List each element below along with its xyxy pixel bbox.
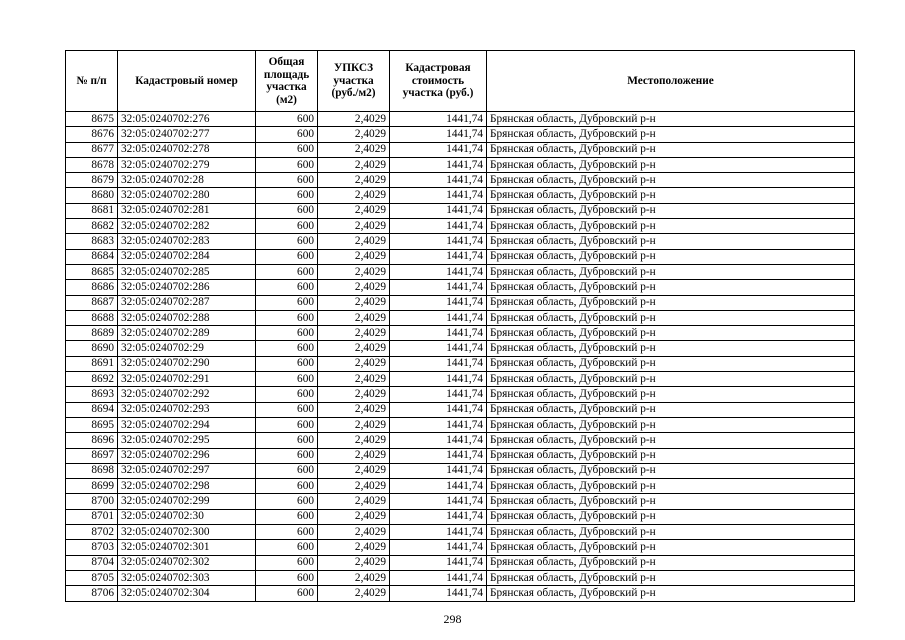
cadastral-cost-cell: 1441,74	[390, 112, 487, 127]
row-number-cell: 8702	[66, 525, 118, 540]
row-number-cell: 8699	[66, 479, 118, 494]
cadastral-number-cell: 32:05:0240702:286	[118, 280, 256, 295]
table-row	[66, 525, 855, 540]
cadastral-cost-cell: 1441,74	[390, 494, 487, 509]
location-cell: Брянская область, Дубровский р-н	[487, 341, 855, 356]
location-cell: Брянская область, Дубровский р-н	[487, 463, 855, 478]
table-row	[66, 494, 855, 509]
upksz-cell: 2,4029	[318, 525, 390, 540]
cadastral-number-cell: 32:05:0240702:278	[118, 142, 256, 157]
area-cell: 600	[256, 555, 318, 570]
row-number-cell: 8691	[66, 356, 118, 371]
area-cell: 600	[256, 540, 318, 555]
row-number-cell: 8688	[66, 310, 118, 325]
cadastral-cost-cell: 1441,74	[390, 433, 487, 448]
upksz-cell: 2,4029	[318, 417, 390, 432]
cadastral-number-cell: 32:05:0240702:281	[118, 203, 256, 218]
cadastral-cost-cell: 1441,74	[390, 402, 487, 417]
area-cell: 600	[256, 310, 318, 325]
area-cell: 600	[256, 219, 318, 234]
cadastral-cost-cell: 1441,74	[390, 479, 487, 494]
cadastral-cost-cell: 1441,74	[390, 142, 487, 157]
table-row	[66, 509, 855, 524]
cadastral-cost-cell: 1441,74	[390, 525, 487, 540]
upksz-cell: 2,4029	[318, 463, 390, 478]
upksz-cell: 2,4029	[318, 203, 390, 218]
location-cell: Брянская область, Дубровский р-н	[487, 219, 855, 234]
upksz-cell: 2,4029	[318, 372, 390, 387]
location-cell: Брянская область, Дубровский р-н	[487, 173, 855, 188]
cadastral-cost-cell: 1441,74	[390, 264, 487, 279]
row-number-cell: 8694	[66, 402, 118, 417]
cadastral-number-cell: 32:05:0240702:288	[118, 310, 256, 325]
area-cell: 600	[256, 127, 318, 142]
upksz-cell: 2,4029	[318, 326, 390, 341]
area-cell: 600	[256, 264, 318, 279]
cadastral-number-cell: 32:05:0240702:280	[118, 188, 256, 203]
cadastral-number-cell: 32:05:0240702:294	[118, 417, 256, 432]
location-cell: Брянская область, Дубровский р-н	[487, 555, 855, 570]
row-number-cell: 8684	[66, 249, 118, 264]
table-row	[66, 479, 855, 494]
header-cadastral-cost: Кадастровая стоимость участка (руб.)	[390, 51, 487, 112]
row-number-cell: 8700	[66, 494, 118, 509]
cadastral-number-cell: 32:05:0240702:277	[118, 127, 256, 142]
upksz-cell: 2,4029	[318, 157, 390, 172]
table-row	[66, 433, 855, 448]
upksz-cell: 2,4029	[318, 310, 390, 325]
header-location: Местоположение	[487, 51, 855, 112]
table-row	[66, 326, 855, 341]
row-number-cell: 8705	[66, 570, 118, 585]
upksz-cell: 2,4029	[318, 479, 390, 494]
table-row	[66, 402, 855, 417]
location-cell: Брянская область, Дубровский р-н	[487, 540, 855, 555]
row-number-cell: 8690	[66, 341, 118, 356]
table-row	[66, 341, 855, 356]
table-row	[66, 188, 855, 203]
upksz-cell: 2,4029	[318, 402, 390, 417]
row-number-cell: 8683	[66, 234, 118, 249]
area-cell: 600	[256, 341, 318, 356]
cadastral-number-cell: 32:05:0240702:293	[118, 402, 256, 417]
cadastral-number-cell: 32:05:0240702:302	[118, 555, 256, 570]
cadastral-number-cell: 32:05:0240702:292	[118, 387, 256, 402]
row-number-cell: 8685	[66, 264, 118, 279]
cadastral-cost-cell: 1441,74	[390, 586, 487, 601]
upksz-cell: 2,4029	[318, 219, 390, 234]
table-row	[66, 264, 855, 279]
area-cell: 600	[256, 463, 318, 478]
cadastral-number-cell: 32:05:0240702:30	[118, 509, 256, 524]
row-number-cell: 8681	[66, 203, 118, 218]
location-cell: Брянская область, Дубровский р-н	[487, 203, 855, 218]
row-number-cell: 8701	[66, 509, 118, 524]
area-cell: 600	[256, 249, 318, 264]
cadastral-cost-cell: 1441,74	[390, 509, 487, 524]
cadastral-cost-cell: 1441,74	[390, 249, 487, 264]
table-row	[66, 234, 855, 249]
upksz-cell: 2,4029	[318, 433, 390, 448]
cadastral-cost-cell: 1441,74	[390, 372, 487, 387]
upksz-cell: 2,4029	[318, 494, 390, 509]
cadastral-cost-cell: 1441,74	[390, 203, 487, 218]
location-cell: Брянская область, Дубровский р-н	[487, 249, 855, 264]
row-number-cell: 8677	[66, 142, 118, 157]
table-row	[66, 249, 855, 264]
cadastral-number-cell: 32:05:0240702:300	[118, 525, 256, 540]
cadastral-number-cell: 32:05:0240702:29	[118, 341, 256, 356]
row-number-cell: 8679	[66, 173, 118, 188]
area-cell: 600	[256, 157, 318, 172]
cadastral-cost-cell: 1441,74	[390, 234, 487, 249]
cadastral-number-cell: 32:05:0240702:295	[118, 433, 256, 448]
table-row	[66, 555, 855, 570]
location-cell: Брянская область, Дубровский р-н	[487, 448, 855, 463]
area-cell: 600	[256, 402, 318, 417]
cadastral-number-cell: 32:05:0240702:291	[118, 372, 256, 387]
table-row	[66, 295, 855, 310]
row-number-cell: 8692	[66, 372, 118, 387]
cadastral-cost-cell: 1441,74	[390, 341, 487, 356]
row-number-cell: 8703	[66, 540, 118, 555]
location-cell: Брянская область, Дубровский р-н	[487, 586, 855, 601]
area-cell: 600	[256, 326, 318, 341]
table-row	[66, 586, 855, 601]
header-upksz: УПКСЗ участка (руб./м2)	[318, 51, 390, 112]
location-cell: Брянская область, Дубровский р-н	[487, 570, 855, 585]
area-cell: 600	[256, 586, 318, 601]
table-row	[66, 310, 855, 325]
upksz-cell: 2,4029	[318, 356, 390, 371]
upksz-cell: 2,4029	[318, 280, 390, 295]
area-cell: 600	[256, 479, 318, 494]
cadastral-number-cell: 32:05:0240702:304	[118, 586, 256, 601]
location-cell: Брянская область, Дубровский р-н	[487, 417, 855, 432]
table-row	[66, 112, 855, 127]
area-cell: 600	[256, 417, 318, 432]
table-row	[66, 173, 855, 188]
page-number: 298	[443, 612, 462, 626]
row-number-cell: 8680	[66, 188, 118, 203]
row-number-cell: 8695	[66, 417, 118, 432]
location-cell: Брянская область, Дубровский р-н	[487, 433, 855, 448]
table-row	[66, 280, 855, 295]
area-cell: 600	[256, 112, 318, 127]
cadastral-number-cell: 32:05:0240702:298	[118, 479, 256, 494]
cadastral-number-cell: 32:05:0240702:283	[118, 234, 256, 249]
cadastral-number-cell: 32:05:0240702:279	[118, 157, 256, 172]
row-number-cell: 8676	[66, 127, 118, 142]
cadastral-cost-cell: 1441,74	[390, 310, 487, 325]
cadastral-cost-cell: 1441,74	[390, 555, 487, 570]
header-area: Общая площадь участка (м2)	[256, 51, 318, 112]
location-cell: Брянская область, Дубровский р-н	[487, 509, 855, 524]
table-row	[66, 463, 855, 478]
cadastral-number-cell: 32:05:0240702:290	[118, 356, 256, 371]
location-cell: Брянская область, Дубровский р-н	[487, 479, 855, 494]
area-cell: 600	[256, 494, 318, 509]
cadastral-value-table	[65, 50, 855, 602]
location-cell: Брянская область, Дубровский р-н	[487, 402, 855, 417]
table-row	[66, 417, 855, 432]
cadastral-number-cell: 32:05:0240702:287	[118, 295, 256, 310]
row-number-cell: 8693	[66, 387, 118, 402]
cadastral-cost-cell: 1441,74	[390, 463, 487, 478]
location-cell: Брянская область, Дубровский р-н	[487, 280, 855, 295]
area-cell: 600	[256, 356, 318, 371]
area-cell: 600	[256, 234, 318, 249]
area-cell: 600	[256, 525, 318, 540]
table-row	[66, 203, 855, 218]
header-cadastral-number: Кадастровый номер	[118, 51, 256, 112]
location-cell: Брянская область, Дубровский р-н	[487, 127, 855, 142]
cadastral-cost-cell: 1441,74	[390, 295, 487, 310]
table-row	[66, 127, 855, 142]
table-row	[66, 219, 855, 234]
area-cell: 600	[256, 448, 318, 463]
cadastral-cost-cell: 1441,74	[390, 356, 487, 371]
table-row	[66, 448, 855, 463]
cadastral-cost-cell: 1441,74	[390, 157, 487, 172]
cadastral-number-cell: 32:05:0240702:276	[118, 112, 256, 127]
cadastral-number-cell: 32:05:0240702:282	[118, 219, 256, 234]
area-cell: 600	[256, 203, 318, 218]
location-cell: Брянская область, Дубровский р-н	[487, 295, 855, 310]
cadastral-cost-cell: 1441,74	[390, 219, 487, 234]
row-number-cell: 8675	[66, 112, 118, 127]
row-number-cell: 8698	[66, 463, 118, 478]
table-row	[66, 356, 855, 371]
area-cell: 600	[256, 509, 318, 524]
upksz-cell: 2,4029	[318, 264, 390, 279]
table-row	[66, 387, 855, 402]
area-cell: 600	[256, 570, 318, 585]
cadastral-cost-cell: 1441,74	[390, 127, 487, 142]
table-row	[66, 157, 855, 172]
location-cell: Брянская область, Дубровский р-н	[487, 310, 855, 325]
cadastral-number-cell: 32:05:0240702:299	[118, 494, 256, 509]
header-num: № п/п	[66, 51, 118, 112]
location-cell: Брянская область, Дубровский р-н	[487, 525, 855, 540]
area-cell: 600	[256, 387, 318, 402]
area-cell: 600	[256, 280, 318, 295]
location-cell: Брянская область, Дубровский р-н	[487, 112, 855, 127]
location-cell: Брянская область, Дубровский р-н	[487, 494, 855, 509]
row-number-cell: 8696	[66, 433, 118, 448]
row-number-cell: 8686	[66, 280, 118, 295]
upksz-cell: 2,4029	[318, 555, 390, 570]
upksz-cell: 2,4029	[318, 234, 390, 249]
cadastral-number-cell: 32:05:0240702:296	[118, 448, 256, 463]
upksz-cell: 2,4029	[318, 188, 390, 203]
upksz-cell: 2,4029	[318, 112, 390, 127]
table-row	[66, 570, 855, 585]
cadastral-cost-cell: 1441,74	[390, 448, 487, 463]
upksz-cell: 2,4029	[318, 127, 390, 142]
upksz-cell: 2,4029	[318, 173, 390, 188]
row-number-cell: 8704	[66, 555, 118, 570]
cadastral-number-cell: 32:05:0240702:289	[118, 326, 256, 341]
cadastral-number-cell: 32:05:0240702:301	[118, 540, 256, 555]
location-cell: Брянская область, Дубровский р-н	[487, 356, 855, 371]
row-number-cell: 8678	[66, 157, 118, 172]
cadastral-cost-cell: 1441,74	[390, 280, 487, 295]
cadastral-number-cell: 32:05:0240702:297	[118, 463, 256, 478]
upksz-cell: 2,4029	[318, 295, 390, 310]
upksz-cell: 2,4029	[318, 448, 390, 463]
cadastral-number-cell: 32:05:0240702:285	[118, 264, 256, 279]
row-number-cell: 8689	[66, 326, 118, 341]
upksz-cell: 2,4029	[318, 387, 390, 402]
upksz-cell: 2,4029	[318, 570, 390, 585]
row-number-cell: 8682	[66, 219, 118, 234]
upksz-cell: 2,4029	[318, 540, 390, 555]
row-number-cell: 8706	[66, 586, 118, 601]
table-row	[66, 372, 855, 387]
upksz-cell: 2,4029	[318, 341, 390, 356]
location-cell: Брянская область, Дубровский р-н	[487, 157, 855, 172]
area-cell: 600	[256, 372, 318, 387]
cadastral-cost-cell: 1441,74	[390, 417, 487, 432]
area-cell: 600	[256, 188, 318, 203]
area-cell: 600	[256, 173, 318, 188]
area-cell: 600	[256, 433, 318, 448]
area-cell: 600	[256, 142, 318, 157]
location-cell: Брянская область, Дубровский р-н	[487, 234, 855, 249]
upksz-cell: 2,4029	[318, 142, 390, 157]
row-number-cell: 8687	[66, 295, 118, 310]
cadastral-number-cell: 32:05:0240702:303	[118, 570, 256, 585]
location-cell: Брянская область, Дубровский р-н	[487, 326, 855, 341]
area-cell: 600	[256, 295, 318, 310]
table-row	[66, 142, 855, 157]
location-cell: Брянская область, Дубровский р-н	[487, 264, 855, 279]
location-cell: Брянская область, Дубровский р-н	[487, 387, 855, 402]
cadastral-number-cell: 32:05:0240702:284	[118, 249, 256, 264]
location-cell: Брянская область, Дубровский р-н	[487, 372, 855, 387]
location-cell: Брянская область, Дубровский р-н	[487, 188, 855, 203]
cadastral-number-cell: 32:05:0240702:28	[118, 173, 256, 188]
cadastral-cost-cell: 1441,74	[390, 326, 487, 341]
upksz-cell: 2,4029	[318, 586, 390, 601]
row-number-cell: 8697	[66, 448, 118, 463]
cadastral-cost-cell: 1441,74	[390, 173, 487, 188]
table-header	[66, 51, 855, 112]
location-cell: Брянская область, Дубровский р-н	[487, 142, 855, 157]
cadastral-cost-cell: 1441,74	[390, 188, 487, 203]
cadastral-cost-cell: 1441,74	[390, 540, 487, 555]
header-row	[66, 51, 855, 112]
table-row	[66, 540, 855, 555]
upksz-cell: 2,4029	[318, 509, 390, 524]
cadastral-cost-cell: 1441,74	[390, 570, 487, 585]
cadastral-cost-cell: 1441,74	[390, 387, 487, 402]
upksz-cell: 2,4029	[318, 249, 390, 264]
table-body	[66, 112, 855, 602]
